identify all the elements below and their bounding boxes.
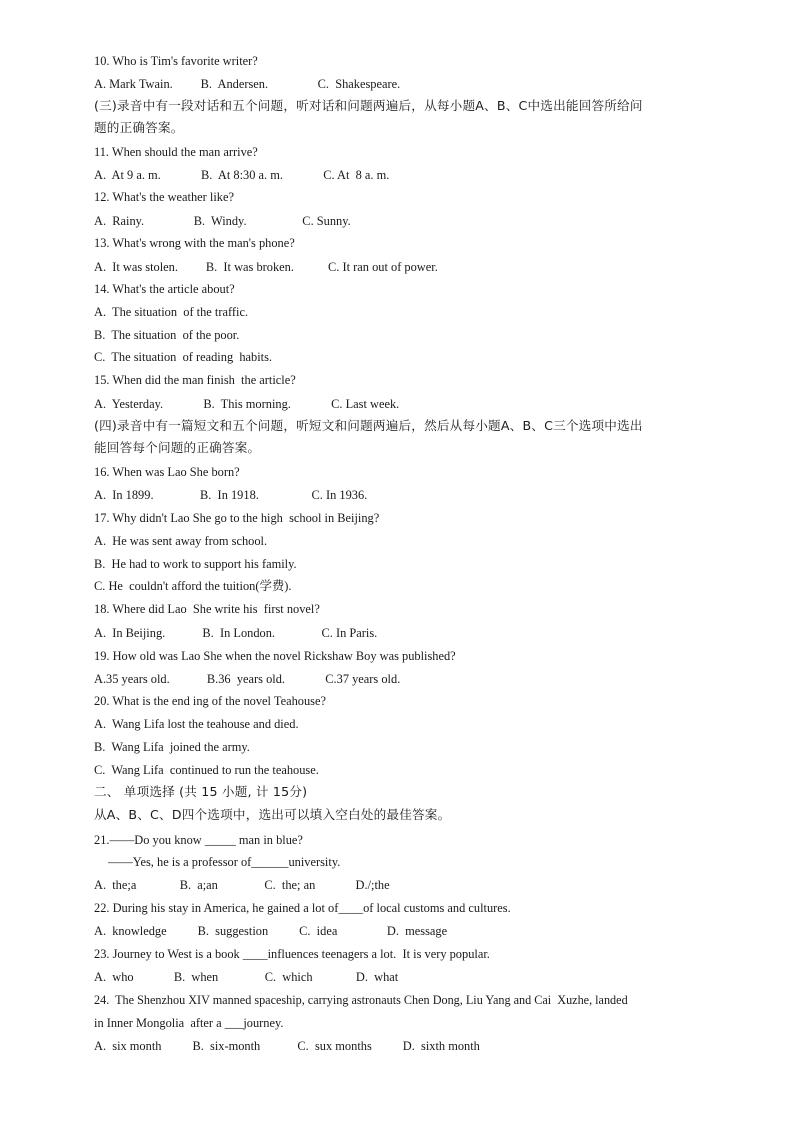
- question-13: 13. What's wrong with the man's phone?: [94, 236, 295, 250]
- section-4-instruction-line2: 能回答每个问题的正确答案。: [94, 440, 261, 455]
- section-2-heading: 二、 单项选择 (共 15 小题, 计 15分): [94, 784, 308, 799]
- question-22: 22. During his stay in America, he gained a lot of____of local customs and cultures.: [94, 901, 511, 915]
- option-14b: B. The situation of the poor.: [94, 328, 240, 342]
- question-15: 15. When did the man finish the article?: [94, 373, 296, 387]
- options-19: A.35 years old. B.36 years old. C.37 years old.: [94, 672, 401, 686]
- question-11: 11. When should the man arrive?: [94, 145, 258, 159]
- section-2-instruction: 从A、B、C、D四个选项中，选出可以填入空白处的最佳答案。: [94, 807, 451, 822]
- section-3-instruction-line2: 题的正确答案。: [94, 120, 184, 135]
- question-19: 19. How old was Lao She when the novel Rickshaw Boy was published?: [94, 649, 456, 663]
- options-12: A. Rainy. B. Windy. C. Sunny.: [94, 214, 351, 228]
- options-22: A. knowledge B. suggestion C. idea D. message: [94, 924, 448, 938]
- question-21: 21.——Do you know _____ man in blue?: [94, 833, 303, 847]
- options-23: A. who B. when C. which D. what: [94, 970, 399, 984]
- options-10: A. Mark Twain. B. Andersen. C. Shakespeare.: [94, 77, 401, 91]
- question-16: 16. When was Lao She born?: [94, 465, 240, 479]
- option-17c: C. He couldn't afford the tuition(学费).: [94, 579, 292, 593]
- option-20b: B. Wang Lifa joined the army.: [94, 740, 250, 754]
- question-20: 20. What is the end ing of the novel Teahouse?: [94, 694, 326, 708]
- option-20c: C. Wang Lifa continued to run the teahouse.: [94, 763, 319, 777]
- question-12: 12. What's the weather like?: [94, 190, 234, 204]
- section-4-instruction-line1: (四)录音中有一篇短文和五个问题，听短文和问题两遍后，然后从每小题A、B、C三个选项中选出: [94, 418, 643, 433]
- question-14: 14. What's the article about?: [94, 282, 235, 296]
- option-14a: A. The situation of the traffic.: [94, 305, 249, 319]
- option-14c: C. The situation of reading habits.: [94, 350, 273, 364]
- question-23: 23. Journey to West is a book ____influences teenagers a lot. It is very popular.: [94, 947, 490, 961]
- question-21-reply: ——Yes, he is a professor of______university.: [108, 855, 341, 869]
- option-17b: B. He had to work to support his family.: [94, 557, 297, 571]
- options-21: A. the;a B. a;an C. the; an D./;the: [94, 878, 390, 892]
- question-24-line2: in Inner Mongolia after a ___journey.: [94, 1016, 284, 1030]
- option-20a: A. Wang Lifa lost the teahouse and died.: [94, 717, 299, 731]
- question-10: 10. Who is Tim's favorite writer?: [94, 54, 258, 68]
- options-15: A. Yesterday. B. This morning. C. Last week.: [94, 397, 400, 411]
- options-16: A. In 1899. B. In 1918. C. In 1936.: [94, 488, 368, 502]
- question-18: 18. Where did Lao She write his first novel?: [94, 602, 320, 616]
- options-18: A. In Beijing. B. In London. C. In Paris.: [94, 626, 378, 640]
- options-13: A. It was stolen. B. It was broken. C. It ran out of power.: [94, 260, 438, 274]
- options-24: A. six month B. six-month C. sux months D. sixth month: [94, 1039, 480, 1053]
- options-11: A. At 9 a. m. B. At 8:30 a. m. C. At 8 a. m.: [94, 168, 390, 182]
- option-17a: A. He was sent away from school.: [94, 534, 268, 548]
- question-24-line1: 24. The Shenzhou XIV manned spaceship, carrying astronauts Chen Dong, Liu Yang and Cai Xuzhe, landed: [94, 993, 628, 1007]
- question-17: 17. Why didn't Lao She go to the high school in Beijing?: [94, 511, 380, 525]
- section-3-instruction-line1: (三)录音中有一段对话和五个问题，听对话和问题两遍后，从每小题A、B、C中选出能回答所给问: [94, 98, 643, 113]
